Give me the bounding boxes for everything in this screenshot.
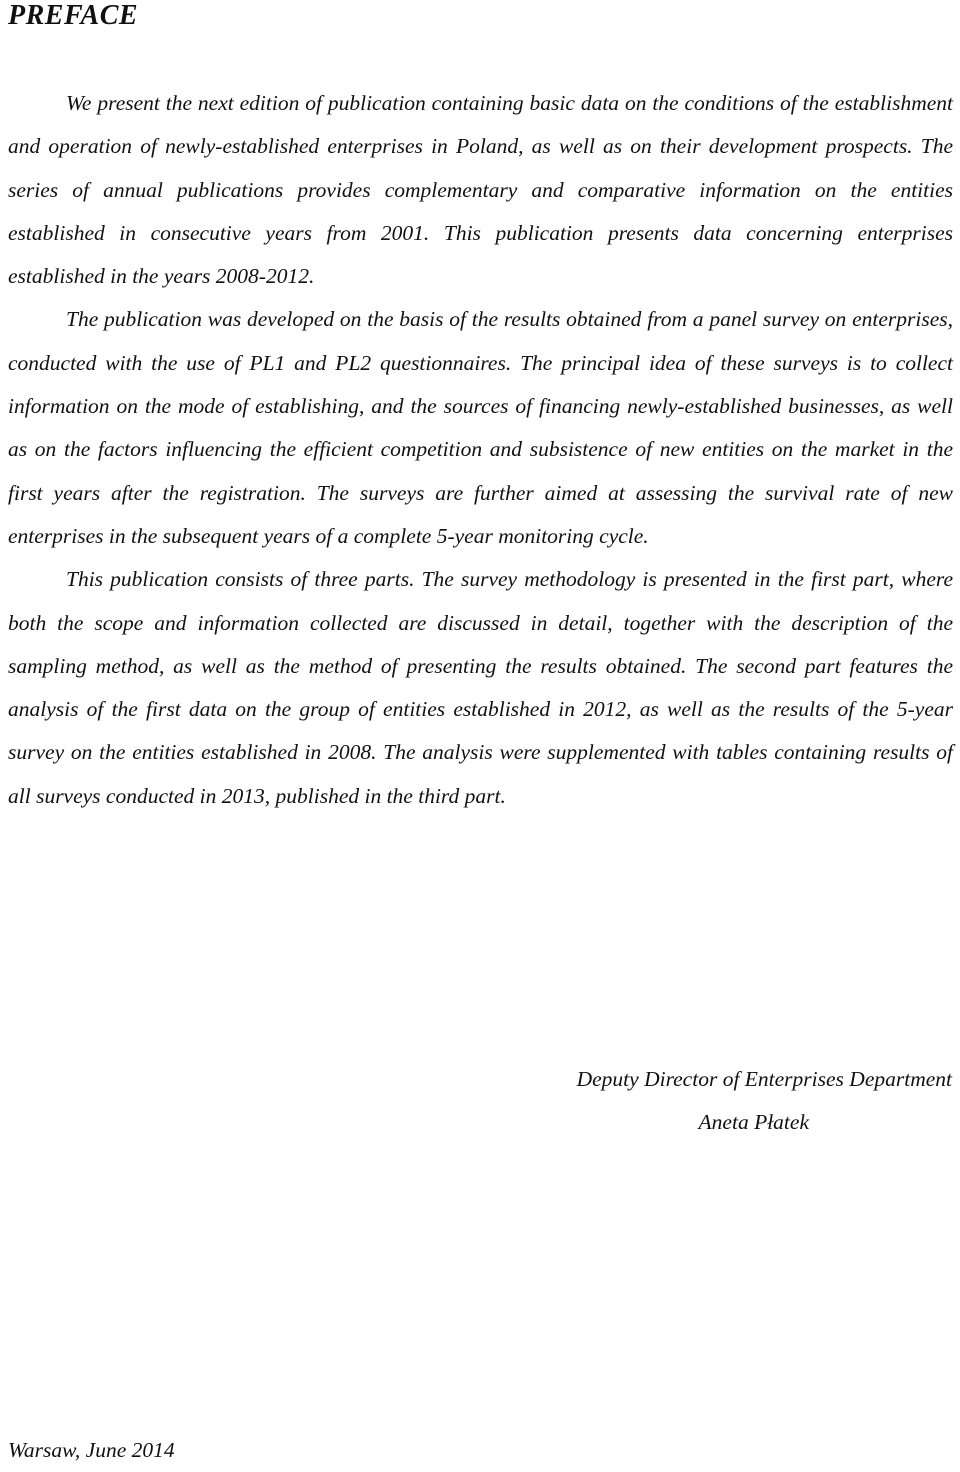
signatory-name: Aneta Płatek (698, 1110, 809, 1134)
signature-block (452, 1058, 952, 1144)
paragraph-intro: We present the next edition of publication containing basic data on the conditions of the establishment and operation of newly-established enterprises in Poland, as well as on their development prospects. The series of annual publications provides complementary and comparative information on the entities established in consecutive years from 2001. This publication presents data concerning enterprises established in the years 2008-2012. (8, 91, 953, 289)
preface-body (8, 82, 953, 818)
page-title: PREFACE (8, 0, 139, 31)
signatory-role: Deputy Director of Enterprises Department (576, 1067, 952, 1091)
place-and-date: Warsaw, June 2014 (8, 1438, 175, 1462)
paragraph-structure: This publication consists of three parts. The survey methodology is presented in the first part, where both the scope and information collected are discussed in detail, together with the description of the sampling method, as well as the method of presenting the results obtained. The second part features the analysis of the first data on the group of entities established in 2012, as well as the results of the 5-year survey on the entities established in 2008. The analysis were supplemented with tables containing results of all surveys conducted in 2013, published in the third part. (8, 567, 953, 808)
paragraph-methodology: The publication was developed on the basis of the results obtained from a panel survey on enterprises, conducted with the use of PL1 and PL2 questionnaires. The principal idea of these surveys is to collect information on the mode of establishing, and the sources of financing newly-established businesses, as well as on the factors influencing the efficient competition and subsistence of new entities on the market in the first years after the registration. The surveys are further aimed at assessing the survival rate of new enterprises in the subsequent years of a complete 5-year monitoring cycle. (8, 307, 953, 548)
